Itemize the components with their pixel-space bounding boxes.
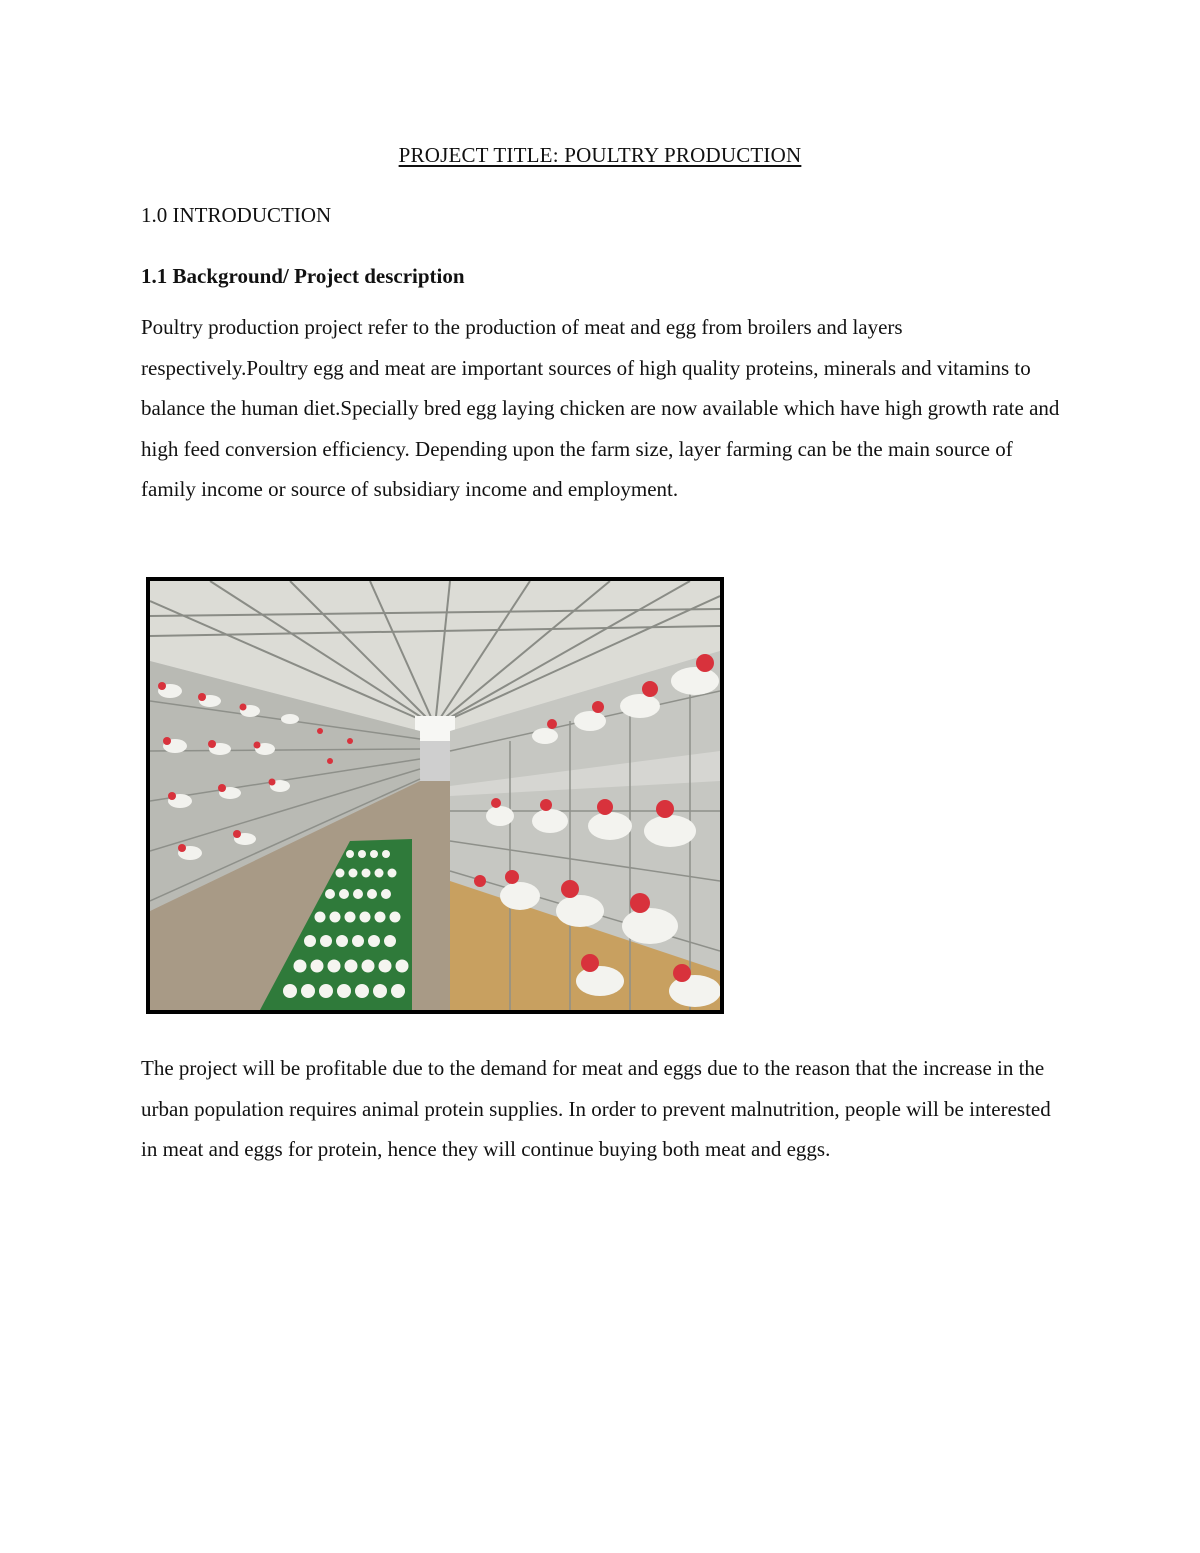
paragraph-background: Poultry production project refer to the production of meat and egg from broilers and layers respectively.Poultry egg and meat are important sources of high quality proteins, minerals and vitamins to balance the human diet.Specially bred egg laying chicken are now available which have high growth rate and high feed conversion efficiency. Depending upon the farm size, layer farming can be the main source of family income or source of subsidiary income and employment. — [141, 315, 1060, 502]
paragraph-profitability: The project will be profitable due to the demand for meat and eggs due to the reason that the increase in the urban population requires animal protein supplies. In order to prevent malnutrition, people will be interested in meat and eggs for protein, hence they will continue buying both meat and eggs. — [141, 1056, 1051, 1162]
poultry-house-illustration — [150, 581, 720, 1010]
poultry-farm-photo — [146, 577, 724, 1014]
document-title: PROJECT TITLE: POULTRY PRODUCTION — [398, 143, 802, 167]
subsection-heading: 1.1 Background/ Project description — [141, 264, 465, 288]
section-heading: 1.0 INTRODUCTION — [141, 203, 332, 227]
far-end-opening — [415, 716, 455, 741]
